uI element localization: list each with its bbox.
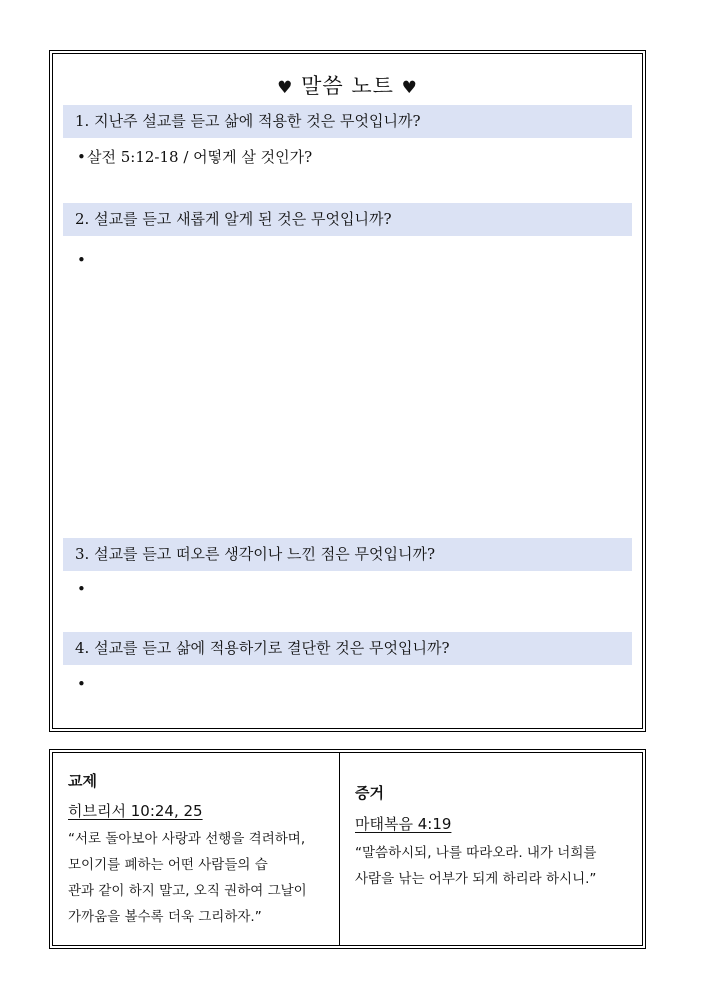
bullet: • <box>77 148 86 166</box>
bullet: • <box>77 675 86 693</box>
verse-line: 사람을 낚는 어부가 되게 하리라 하시니.” <box>355 871 597 887</box>
verse-left-text <box>68 826 330 930</box>
answer-4 <box>77 675 87 693</box>
verse-column-divider <box>339 752 340 946</box>
verse-left-heading: 교제 <box>68 772 97 790</box>
answer-3 <box>77 580 87 598</box>
question-2-header: 2. 설교를 듣고 새롭게 알게 된 것은 무엇입니까? <box>63 203 632 236</box>
question-4-header: 4. 설교를 듣고 삶에 적용하기로 결단한 것은 무엇입니까? <box>63 632 632 665</box>
verse-line: 모이기를 폐하는 어떤 사람들의 습 <box>68 857 268 873</box>
note-title-text: 말씀 노트 <box>301 74 394 98</box>
heart-icon: ♥ <box>401 78 418 98</box>
bullet: • <box>77 251 86 269</box>
question-1-header: 1. 지난주 설교를 듣고 삶에 적용한 것은 무엇입니까? <box>63 105 632 138</box>
verse-line: 가까움을 볼수록 더욱 그리하자.” <box>68 909 262 925</box>
answer-1-text: 살전 5:12-18 / 어떻게 살 것인가? <box>87 148 313 166</box>
answer-2 <box>77 251 87 269</box>
answer-1 <box>77 146 312 167</box>
bullet: • <box>77 580 86 598</box>
verse-right-reference: 마태복음 4:19 <box>355 815 452 833</box>
verse-right-text <box>355 840 633 892</box>
note-title <box>52 70 643 100</box>
verse-line: “서로 돌아보아 사랑과 선행을 격려하며, <box>68 831 306 847</box>
verse-left-reference: 히브리서 10:24, 25 <box>68 802 203 820</box>
heart-icon: ♥ <box>277 78 294 98</box>
question-3-header: 3. 설교를 듣고 떠오른 생각이나 느낀 점은 무엇입니까? <box>63 538 632 571</box>
verse-line: “말씀하시되, 나를 따라오라. 내가 너희를 <box>355 845 597 861</box>
verse-right-heading: 증거 <box>355 784 384 802</box>
verse-line: 관과 같이 하지 말고, 오직 권하여 그날이 <box>68 883 307 899</box>
